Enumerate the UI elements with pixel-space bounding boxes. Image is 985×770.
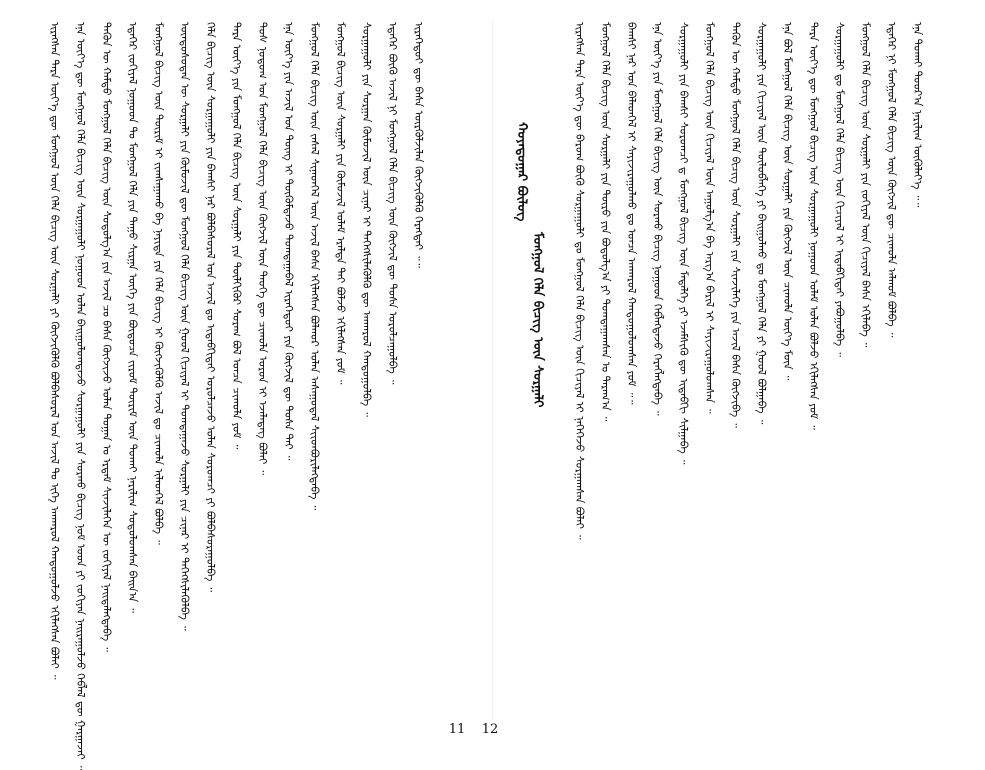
chapter-subheading: ᠬᠣᠶᠠᠳᠤᠭᠠᠷ ᠪᠦᠯᠦᠭ <box>514 122 529 222</box>
text-column: ᠢᠷᠡᠭᠰᠡᠨ ᠲᠡᠷᠡ ᠦᠶ᠎ᠡ ᠳᠦ ᠮᠣᠩᠭᠣᠯ ᠦᠨ ᠬᠡᠯᠡ ᠪᠢᠴᠢᠭ ᠦᠨ ᠰᠤᠷᠭᠠᠯᠢ ᠶᠢ ᠬᠦᠭᠵᠢᠭᠦᠯᠬᠦ ᠪᠣᠯᠪᠠᠰᠤᠷᠠᠯ ᠤᠨ ᠠᠵᠢᠯ ᠲᠤ ᠢᠬᠡ ᠠᠨᠬᠠᠷᠤᠯ ᠬᠠᠨᠳᠤᠭᠤᠯᠵᠤ ᠡᠬᠢᠯᠡᠭᠰᠡᠨ ᠪᠣᠯᠠᠢ ᠃ <box>48 22 61 680</box>
text-column: ᠰᠤᠷᠭᠠᠭᠤᠯᠢ ᠶᠢᠨ ᠪᠠᠭᠰᠢ ᠰᠤᠷᠤᠭᠴᠢ ᠳ ᠮᠣᠩᠭᠣᠯ ᠪᠢᠴᠢᠭ ᠦᠨ ᠮᠡᠳᠡᠯᠭᠡ ᠶᠢ ᠡᠵᠡᠮᠰᠢᠬᠦ ᠳᠦ ᠢᠳᠡᠪᠬᠢ ᠰᠢᠯᠭᠠᠪᠠ ᠃ <box>677 22 690 465</box>
text-column: ᠲᠡᠷᠡ ᠦᠶ᠎ᠡ ᠶᠢᠨ ᠮᠣᠩᠭᠣᠯ ᠬᠡᠯᠡ ᠪᠢᠴᠢᠭ ᠦᠨ ᠰᠤᠷᠭᠠᠯᠢ ᠶᠢᠨ ᠲᠦᠯᠬᠢᠭᠦᠷ ᠰᠤᠷᠠᠭ ᠪᠣᠯ ᠣᠨᠴᠠ ᠴᠢᠬᠤᠯᠠ ᠶᠤᠮ ᠃ <box>230 22 243 450</box>
text-column: ᠪᠠᠭᠰᠢ ᠨᠠᠷ ᠤᠨ ᠪᠡᠯᠡᠳᠬᠡᠯ ᠢ ᠰᠠᠶᠢᠵᠢᠷᠠᠭᠤᠯᠬᠤ ᠳᠤ ᠣᠨᠴᠠ ᠠᠨᠬᠠᠷᠤᠯ ᠬᠠᠨᠳᠤᠭᠤᠯᠤᠭᠰᠠᠨ ᠶᠤᠮ ᠃᠃ <box>625 22 638 405</box>
page-number-right: 12 <box>481 722 499 737</box>
text-column: ᠲᠡᠷᠡ ᠦᠶ᠎ᠡ ᠳᠦ ᠮᠣᠩᠭᠣᠯ ᠪᠢᠴᠢᠭ ᠦᠨ ᠰᠤᠷᠭᠠᠭᠤᠯᠢ ᠨᠤᠭᠤᠳ ᠤᠯᠠᠮ ᠣᠯᠠᠨ ᠪᠣᠯᠵᠤ ᠡᠬᠢᠯᠡᠭᠰᠡᠨ ᠶᠤᠮ ᠃ <box>807 22 820 430</box>
right-page <box>515 22 945 712</box>
text-column: ᠲᠡᠭᠦᠨ ᠦ ᠬᠠᠮᠲᠤ ᠮᠣᠩᠭᠣᠯ ᠬᠡᠯᠡ ᠪᠢᠴᠢᠭ ᠦᠨ ᠰᠤᠳᠤᠯᠭ᠎ᠠ ᠶᠢᠨ ᠠᠵᠢᠯ ᠴᠤ ᠪᠠᠰᠠ ᠬᠦᠭᠵᠢᠵᠦ ᠣᠯᠠᠨ ᠲᠣᠭᠠᠨ ᠤ ᠡᠷᠳᠡᠮ ᠰᠢᠨᠵᠢᠯᠡᠭᠡᠨ ᠦ ᠵᠣᠬᠢᠶᠠᠯ ᠨᠡᠢᠲᠡᠯᠡᠭᠳᠡᠪᠡ ᠃ <box>100 22 113 652</box>
text-column: ᠡᠳᠡᠭᠡᠷ ᠵᠣᠬᠢᠶᠠᠯ ᠨᠤᠭᠤᠳ ᠲᠤ ᠮᠣᠩᠭᠣᠯ ᠬᠡᠯᠡ ᠶᠢᠨ ᠳᠠᠭᠤ ᠰᠢᠷᠭᠠ ᠦᠭᠡ ᠶᠢᠨ ᠪᠦᠲᠦᠴᠡ ᠵᠢᠷᠤᠮ ᠳᠦᠷᠢᠮ ᠦᠨ ᠲᠤᠬᠠᠢ ᠨᠠᠷᠢᠯᠢᠭ ᠰᠤᠳᠤᠯᠤᠭᠰᠠᠨ ᠪᠠᠢᠨ᠎ᠠ ᠃ <box>126 22 139 613</box>
text-column: ᠮᠣᠩᠭᠣᠯ ᠪᠢᠴᠢᠭ ᠦᠨ ᠳᠦᠷᠢᠮ ᠢ ᠵᠢᠭᠰᠠᠭᠠᠬᠤ ᠪᠠ ᠨᠡᠶᠢᠲᠡ ᠶᠢᠨ ᠬᠡᠯᠡ ᠪᠢᠴᠢᠭ ᠢ ᠬᠥᠭᠵᠢᠭᠦᠯᠬᠦ ᠠᠵᠢᠯ ᠳᠤ ᠴᠢᠬᠤᠯᠠ ᠢᠯᠡᠳᠬᠡᠯ ᠪᠣᠯᠪᠠ ᠃ <box>152 22 165 545</box>
text-column: ᠰᠤᠷᠭᠠᠭᠤᠯᠢ ᠳᠤ ᠮᠣᠩᠭᠣᠯ ᠬᠡᠯᠡ ᠪᠢᠴᠢᠭ ᠦᠨ ᠬᠢᠴᠢᠶᠡᠯ ᠢ ᠢᠳᠡᠪᠬᠢᠲᠡᠢ ᠶᠠᠪᠤᠭᠤᠯᠪᠠ ᠃ <box>833 22 846 357</box>
page-number-left: 11 <box>448 722 466 737</box>
text-column: ᠦᠨᠳᠦᠰᠦᠲᠡᠨ ᠦ ᠰᠤᠷᠭᠠᠯᠢ ᠶᠢᠨ ᠬᠦᠮᠦᠵᠢᠯ ᠳᠦ ᠮᠣᠩᠭᠣᠯ ᠬᠡᠯᠡ ᠪᠢᠴᠢᠭ ᠦᠨ ᠭᠣᠣᠯ ᠬᠢᠴᠢᠶᠡᠯ ᠢ ᠲᠣᠭᠲᠠᠭᠠᠵᠤ ᠰᠤᠷᠭᠠᠯᠢ ᠶᠢᠨ ᠴᠢᠨᠠᠷ ᠢ ᠳᠡᠭᠡᠭᠰᠢᠯᠡᠭᠦᠯᠪᠡ ᠃ <box>178 22 191 631</box>
chapter-heading: ᠮᠣᠩᠭᠣᠯ ᠬᠡᠯᠡ ᠪᠢᠴᠢᠭ ᠦᠨ ᠰᠤᠷᠭᠠᠯᠢ <box>530 232 545 408</box>
text-column: ᠢᠷᠡᠭᠡᠳᠦᠢ ᠳᠦ ᠪᠠᠰᠠ ᠦᠷᠭᠦᠯᠵᠢᠯᠡᠨ ᠬᠦᠭᠵᠢᠭᠦᠯᠬᠦ ᠬᠡᠷᠡᠭᠲᠡᠢ ᠃᠃ <box>412 22 425 268</box>
text-column: ᠡᠨᠡ ᠲᠤᠬᠠᠢ ᠳᠣᠣᠷ᠎ᠠ ᠨᠠᠷᠢᠯᠢᠭ ᠦᠭᠦᠯᠡᠶ᠎ᠡ ᠃᠃ <box>911 22 924 208</box>
text-column: ᠡᠳᠡᠭᠡᠷ ᠪᠦᠬᠦ ᠠᠵᠢᠯ ᠨᠢ ᠮᠣᠩᠭᠣᠯ ᠬᠡᠯᠡ ᠪᠢᠴᠢᠭ ᠦᠨ ᠬᠥᠭᠵᠢᠯ ᠳᠦ ᠲᠤᠰᠠ ᠣᠷᠤᠯᠴᠠᠭᠤᠯᠪᠠ ᠃ <box>386 22 399 385</box>
text-column: ᠡᠨᠡ ᠦᠶ᠎ᠡ ᠶᠢᠨ ᠠᠵᠢᠯ ᠤᠨ ᠳᠦᠩ ᠢ ᠳᠦᠭᠦᠮᠳᠡᠵᠦ ᠲᠣᠭᠲᠠᠭᠠᠪᠠᠯ ᠢᠷᠡᠭᠡᠳᠦᠢ ᠶᠢᠨ ᠬᠦᠭᠵᠢᠯ ᠳᠦ ᠳᠤᠰᠠ ᠲᠠᠢ ᠃ <box>282 22 295 461</box>
text-column: ᠡᠨᠡ ᠦᠶ᠎ᠡ ᠳᠦ ᠮᠣᠩᠭᠣᠯ ᠬᠡᠯᠡ ᠪᠢᠴᠢᠭ ᠦᠨ ᠰᠤᠷᠭᠠᠭᠤᠯᠢ ᠨᠤᠭᠤᠳ ᠣᠯᠠᠨ ᠪᠠᠢᠭᠤᠯᠤᠭᠳᠠᠵᠤ ᠰᠤᠷᠭᠠᠭᠤᠯᠢ ᠶᠢᠨ ᠰᠤᠷᠬᠤ ᠪᠢᠴᠢᠭ ᠨᠣᠮ ᠤᠳ ᠶᠢ ᠵᠣᠬᠢᠶᠠᠨ ᠨᠠᠢᠷᠠᠭᠤᠯᠵᠤ ᠬᠡᠪᠯᠡᠯ ᠳᠦ ᠭᠠᠷᠭᠠᠵᠠᠢ ᠃ <box>74 22 87 770</box>
text-column: ᠲᠡᠭᠦᠨ ᠦ ᠬᠠᠮᠲᠤ ᠮᠣᠩᠭᠣᠯ ᠬᠡᠯᠡ ᠪᠢᠴᠢᠭ ᠦᠨ ᠰᠤᠷᠭᠠᠯᠢ ᠶᠢᠨ ᠰᠢᠨᠵᠢᠯᠡᠭᠡ ᠶᠢᠨ ᠠᠵᠢᠯ ᠪᠠᠰᠠ ᠬᠦᠭᠵᠢᠪᠡ ᠃ <box>729 22 742 428</box>
text-column: ᠡᠳᠡᠭᠡᠷ ᠨᠢ ᠮᠣᠩᠭᠣᠯ ᠬᠡᠯᠡ ᠪᠢᠴᠢᠭ ᠦᠨ ᠬᠥᠭᠵᠢᠯ ᠳᠦ ᠴᠢᠬᠤᠯᠠ ᠠᠯᠬᠤᠮ ᠪᠣᠯᠪᠠ ᠃ <box>885 22 898 338</box>
text-column: ᠰᠤᠷᠭᠠᠭᠤᠯᠢ ᠶᠢᠨ ᠬᠢᠴᠢᠶᠡᠯ ᠦᠨ ᠲᠥᠯᠥᠪᠯᠡᠭᠡ ᠶᠢ ᠪᠠᠢᠭᠤᠯᠬᠤ ᠳᠤ ᠮᠣᠩᠭᠣᠯ ᠬᠡᠯᠡ ᠶᠢ ᠭᠣᠣᠯ ᠪᠣᠯᠭᠠᠪᠠ ᠃ <box>755 22 768 425</box>
text-column: ᠮᠣᠩᠭᠣᠯ ᠬᠡᠯᠡ ᠪᠢᠴᠢᠭ ᠦᠨ ᠬᠢᠴᠢᠶᠡᠯ ᠦᠨ ᠠᠭᠤᠯᠭ᠎ᠠ ᠪᠠ ᠠᠷᠭ᠎ᠠ ᠪᠠᠷᠢᠯ ᠢ ᠰᠠᠶᠢᠵᠢᠷᠠᠭᠤᠯᠤᠭᠰᠠᠨ ᠃ <box>703 22 716 414</box>
book-gutter <box>492 20 493 720</box>
text-column: ᠡᠨᠡ ᠪᠣᠯ ᠮᠣᠩᠭᠣᠯ ᠬᠡᠯᠡ ᠪᠢᠴᠢᠭ ᠦᠨ ᠰᠤᠷᠭᠠᠯᠢ ᠶᠢᠨ ᠬᠦᠭᠵᠢᠯ ᠦᠨ ᠴᠢᠬᠤᠯᠠ ᠦᠶ᠎ᠡ ᠮᠥᠨ ᠃ <box>781 22 794 381</box>
text-column: ᠮᠣᠩᠭᠣᠯ ᠬᠡᠯᠡ ᠪᠢᠴᠢᠭ ᠦᠨ ᠵᠠᠰᠠᠯ ᠰᠢᠨᠡᠳᠭᠡᠯ ᠦᠨ ᠠᠵᠢᠯ ᠪᠠᠰᠠ ᠡᠬᠢᠯᠡᠭᠰᠡᠨ ᠪᠣᠯᠬᠣᠷ ᠣᠯᠠᠨ ᠠᠰᠠᠭᠤᠳᠠᠯ ᠰᠢᠢᠳᠪᠦᠷᠢᠯᠡᠭᠳᠡᠪᠡ ᠃ <box>308 22 321 511</box>
text-column: ᠡᠨᠡ ᠦᠶ᠎ᠡ ᠶᠢᠨ ᠮᠣᠩᠭᠣᠯ ᠬᠡᠯᠡ ᠪᠢᠴᠢᠭ ᠦᠨ ᠰᠤᠷᠬᠤ ᠪᠢᠴᠢᠭ ᠨᠤᠭᠤᠳ ᠬᠡᠪᠯᠡᠭᠳᠡᠵᠦ ᠬᠡᠷᠡᠭᠯᠡᠭᠳᠡᠪᠡ ᠃ <box>651 22 664 416</box>
text-column: ᠮᠣᠩᠭᠣᠯ ᠬᠡᠯᠡ ᠪᠢᠴᠢᠭ ᠦᠨ ᠰᠤᠷᠭᠠᠯᠢ ᠶᠢᠨ ᠵᠣᠬᠢᠶᠠᠯ ᠦᠨ ᠬᠢᠴᠢᠶᠡᠯ ᠪᠠᠰᠠ ᠡᠬᠢᠯᠡᠪᠡ ᠃ <box>859 22 872 348</box>
text-column: ᠲᠤᠰ ᠨᠤᠲᠤᠭ ᠤᠨ ᠮᠣᠩᠭᠣᠯ ᠬᠡᠯᠡ ᠪᠢᠴᠢᠭ ᠦᠨ ᠬᠥᠭᠵᠢᠯ ᠦᠨ ᠲᠡᠦᠬᠡ ᠳᠦ ᠴᠢᠬᠤᠯᠠ ᠣᠷᠤᠨ ᠢ ᠡᠵᠡᠯᠡᠳᠡᠭ ᠪᠣᠯᠠᠢ ᠃ <box>256 22 269 475</box>
text-column: ᠬᠡᠯᠡ ᠪᠢᠴᠢᠭ ᠦᠨ ᠰᠤᠷᠭᠠᠭᠤᠯᠢ ᠶᠢᠨ ᠪᠠᠭᠰᠢ ᠨᠠᠷ ᠪᠣᠯᠪᠠᠰᠤᠷᠠᠯ ᠤᠨ ᠠᠵᠢᠯ ᠳᠤ ᠢᠳᠡᠪᠬᠢᠲᠡᠢ ᠣᠷᠤᠯᠴᠠᠵᠤ ᠣᠯᠠᠨ ᠰᠤᠷᠤᠭᠴᠢ ᠶᠢ ᠪᠣᠯᠪᠠᠰᠤᠷᠠᠭᠤᠯᠪᠠ ᠃ <box>204 22 217 592</box>
text-column: ᠮᠣᠩᠭᠣᠯ ᠪᠢᠴᠢᠭ ᠦᠨ ᠰᠤᠷᠭᠠᠯᠢ ᠶᠢᠨ ᠬᠦᠮᠦᠵᠢᠯ ᠤᠯᠠᠮ ᠡᠷᠡᠯᠲᠡ ᠲᠠᠢ ᠪᠣᠯᠵᠤ ᠡᠬᠢᠯᠡᠭᠰᠡᠨ ᠶᠤᠮ ᠃ <box>334 22 347 385</box>
text-column: ᠰᠤᠷᠭᠠᠭᠤᠯᠢ ᠶᠢᠨ ᠰᠤᠷᠭᠠᠨ ᠬᠦᠮᠦᠵᠢᠯ ᠦᠨ ᠴᠢᠨᠠᠷ ᠢ ᠳᠡᠭᠡᠭᠰᠢᠯᠡᠭᠦᠯᠬᠦ ᠳᠦ ᠠᠨᠬᠠᠷᠤᠯ ᠬᠠᠨᠳᠤᠭᠤᠯᠪᠠ ᠃ <box>360 22 373 417</box>
text-column: ᠮᠣᠩᠭᠣᠯ ᠬᠡᠯᠡ ᠪᠢᠴᠢᠭ ᠦᠨ ᠰᠤᠷᠭᠠᠯᠢ ᠶᠢᠨ ᠲᠥᠷᠥ ᠶᠢᠨ ᠪᠣᠳᠤᠯᠭ᠎ᠠ ᠶᠢ ᠲᠣᠭᠲᠠᠭᠠᠭᠰᠠᠨ ᠤ ᠳᠠᠷᠠᠭ᠎ᠠ ᠃ <box>599 22 612 422</box>
text-column: ᠢᠷᠡᠭᠰᠡᠨ ᠲᠡᠷᠡ ᠦᠶ᠎ᠡ ᠳᠦ ᠪᠠᠷᠤᠭ ᠪᠦᠬᠦ ᠰᠤᠷᠭᠠᠭᠤᠯᠢ ᠳᠤ ᠮᠣᠩᠭᠣᠯ ᠬᠡᠯᠡ ᠪᠢᠴᠢᠭ ᠦᠨ ᠬᠢᠴᠢᠶᠡᠯ ᠢ ᠨᠡᠭᠡᠭᠡᠵᠦ ᠰᠤᠷᠭᠠᠭᠰᠠᠨ ᠪᠣᠯᠠᠢ ᠃ <box>573 22 586 540</box>
